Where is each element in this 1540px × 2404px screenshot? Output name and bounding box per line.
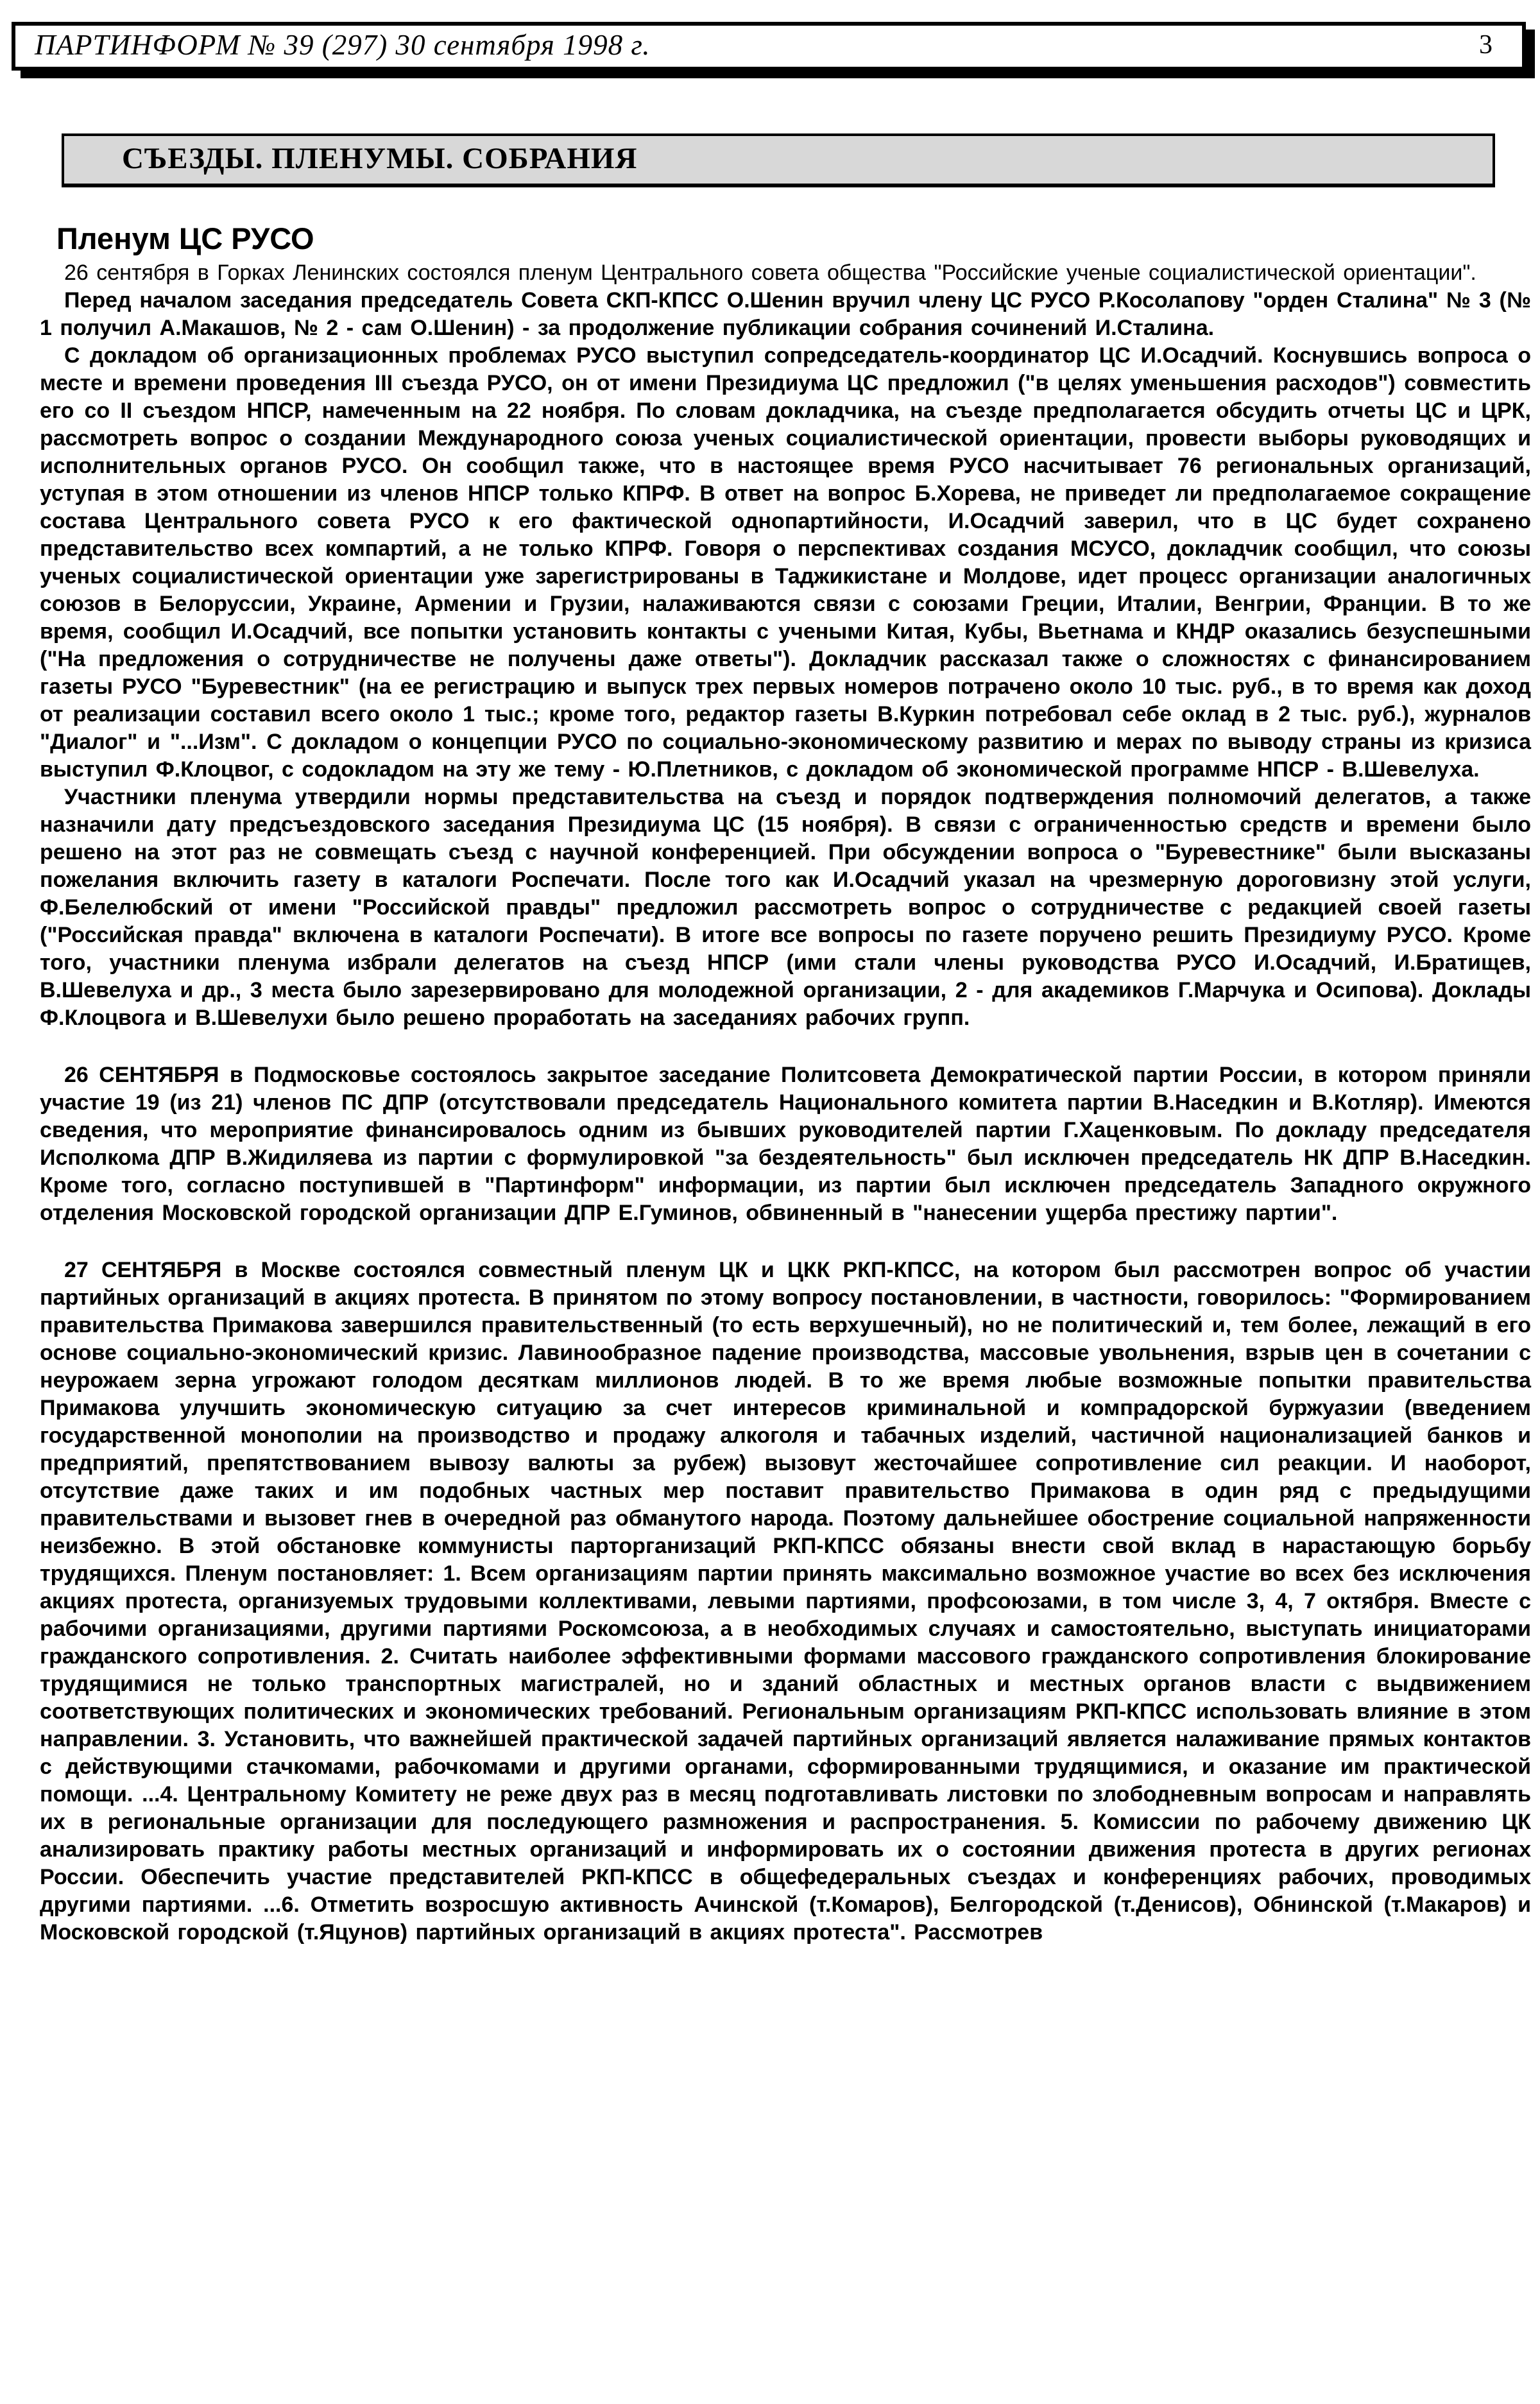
article-paragraph-2: С докладом об организационных проблемах РУСО выступил сопредседатель-координатор ЦС И.Осадчий. Коснувшись вопроса о месте и времени проведения III съезда РУСО, он от имени Президиума ЦС предложил ("в целях уменьшения расходов") совместить его со II съездом НПСР, намеченным на 22 ноября. По словам докладчика, на съезде предполагается обсудить отчеты ЦС и ЦРК, рассмотреть вопрос о создании Международного союза ученых социалистической ориентации, провести выборы руководящих и исполнительных органов РУСО. Он сообщил также, что в настоящее время РУСО насчитывает 76 региональных организаций, уступая в этом отношении из членов НПСР только КПРФ. В ответ на вопрос Б.Хорева, не приведет ли предполагаемое сокращение состава Центрального совета РУСО к его фактической однопартийности, И.Осадчий заверил, что в ЦС будет сохранено представительство всех компартий, а не только КПРФ. Говоря о перспективах создания МСУСО, докладчик сообщил, что союзы ученых социалистической ориентации уже зарегистрированы в Таджикистане и Молдове, идет процесс организации аналогичных союзов в Белоруссии, Украине, Армении и Грузии, налаживаются связи с союзами Греции, Италии, Венгрии, Франции. В то же время, сообщил И.Осадчий, все попытки установить контакты с учеными Китая, Кубы, Вьетнама и КНДР оказались безуспешными ("На предложения о сотрудничестве не получены даже ответы"). Докладчик рассказал также о сложностях с финансированием газеты РУСО "Буревестник" (на ее регистрацию и выпуск трех первых номеров потрачено около 10 тыс. руб., в то время как доход от реализации составил всего около 1 тыс.; кроме того, редактор газеты В.Куркин потребовал себе оклад в 2 тыс. руб.), журналов "Диалог" и "...Изм". С докладом о концепции РУСО по социально-экономическому развитию и мерах по выводу страны из кризиса выступил Ф.Клоцвог, с содокладом на эту же тему - Ю.Плетников, с докладом об экономической программе НПСР - В.Шевелуха. — [40, 343, 1531, 782]
article-paragraph-3: Участники пленума утвердили нормы представительства на съезд и порядок подтверждения полномочий делегатов, а также назначили дату предсъездовского заседания Президиума ЦС (15 ноября). В связи с ограниченностью средств и времени было решено на этот раз не совмещать съезд с научной конференцией. При обсуждении вопроса о "Буревестнике" были высказаны пожелания включить газету в каталоги Роспечати. После того как И.Осадчий указал на чрезмерную дороговизну этой услуги, Ф.Белелюбский от имени "Российской правды" предложил рассмотреть вопрос о сотрудничестве с редакцией своей газеты ("Российская правда" включена в каталоги Роспечати). В итоге все вопросы по газете поручено решить Президиуму РУСО. Кроме того, участники пленума избрали делегатов на съезд НПСР (ими стали члены руководства РУСО И.Осадчий, И.Братищев, В.Шевелуха и др., 3 места было зарезервировано для молодежной организации, 2 - для академиков Г.Марчука и Осипова). Доклады Ф.Клоцвога и В.Шевелухи было решено проработать на заседаниях рабочих групп. — [40, 784, 1531, 1030]
newsletter-masthead: ПАРТИНФОРМ № 39 (297) 30 сентября 1998 г. — [35, 29, 651, 61]
news-item-27-september: 27 СЕНТЯБРЯ в Москве состоялся совместный пленум ЦК и ЦКК РКП-КПСС, на котором был рассмотрен вопрос об участии партийных организаций в акциях протеста. В принятом по этому вопросу постановлении, в частности, говорилось: "Формированием правительства Примакова завершился правительственный (то есть верхушечный), но не политический и, тем более, лежащий в его основе социально-экономический кризис. Лавинообразное падение производства, массовые увольнения, взрыв цен в сочетании с неурожаем зерна угрожают голодом десяткам миллионов людей. В то же время любые возможные попытки правительства Примакова улучшить экономическую ситуацию за счет интересов криминальной и компрадорской буржуазии (введением государственной монополии на производство и продажу алкоголя и табачных изделий, частичной национализацией банков и предприятий, препятствованием вывозу валюты за рубеж) вызовут жесточайшее сопротивление сил реакции. И наоборот, отсутствие даже таких и им подобных частных мер поставит правительство Примакова в один ряд с предыдущими правительствами и вызовет гнев в очередной раз обманутого народа. Поэтому дальнейшее обострение социальной напряженности неизбежно. В этой обстановке коммунисты парторганизаций РКП-КПСС обязаны внести свой вклад в нарастающую борьбу трудящихся. Пленум постановляет: 1. Всем организациям партии принять максимально возможное участие во всех без исключения акциях протеста, организуемых трудовыми коллективами, левыми партиями, профсоюзами, в том числе 3, 4, 7 октября. Вместе с рабочими организациями, другими партиями Роскомсоюза, а в необходимых случаях и самостоятельно, выступать инициаторами гражданского сопротивления. 2. Считать наиболее эффективными формами массового гражданского сопротивления блокирование трудящимися не только транспортных магистралей, но и зданий областных и местных органов власти с выдвижением соответствующих политических и экономических требований. Региональным организациям РКП-КПСС использовать влияние в этом направлении. 3. Установить, что важнейшей практической задачей партийных организаций является налаживание прямых контактов с действующими стачкомами, рабочкомами и другими органами, сформированными трудящимися, и оказание им практической помощи. ...4. Центральному Комитету не реже двух раз в месяц подготавливать листовки по злободневным вопросам и направлять их в региональные организации для последующего размножения и распространения. 5. Комиссии по рабочему движению ЦК анализировать практику работы местных организаций и информировать их о состоянии движения протеста в других регионах России. Обеспечить участие представителей РКП-КПСС в общефедеральных съездах и конференциях рабочих, проводимых другими партиями. ...6. Отметить возросшую активность Ачинской (т.Комаров), Белгородской (т.Денисов), Обнинской (т.Макаров) и Московской городской (т.Яцунов) партийных организаций в акциях протеста". Рассмотрев — [40, 1257, 1531, 1945]
news-item-26-september: 26 СЕНТЯБРЯ в Подмосковье состоялось закрытое заседание Политсовета Демократической партии России, в котором приняли участие 19 (из 21) членов ПС ДПР (отсутствовали председатель Национального комитета партии В.Наседкин и В.Котляр). Имеются сведения, что мероприятие финансировалось одним из бывших руководителей партии Г.Хаценковым. По докладу председателя Исполкома ДПР В.Жидиляева из партии с формулировкой "за бездеятельность" был исключен председатель НК ДПР В.Наседкин. Кроме того, согласно поступившей в "Партинформ" информации, из партии был исключен председатель Западного окружного отделения Московской городской организации ДПР Е.Гуминов, обвиненный в "нанесении ущерба престижу партии". — [40, 1062, 1531, 1225]
page-header — [12, 22, 1526, 71]
newsletter-page — [0, 22, 1540, 1946]
section-title: СЪЕЗДЫ. ПЛЕНУМЫ. СОБРАНИЯ — [122, 142, 638, 175]
page-content — [40, 222, 1531, 1946]
page-number: 3 — [1479, 30, 1493, 60]
article-paragraph-1: Перед началом заседания председатель Совета СКП-КПСС О.Шенин вручил члену ЦС РУСО Р.Косолапову "орден Сталина" № 3 (№ 1 получил А.Макашов, № 2 - сам О.Шенин) - за продолжение публикации собрания сочинений И.Сталина. — [40, 288, 1531, 340]
section-header-bar — [62, 133, 1495, 187]
article-title: Пленум ЦС РУСО — [56, 221, 314, 255]
article-intro-paragraph: 26 сентября в Горках Ленинских состоялся пленум Центрального совета общества "Российские ученые социалистической ориентации". — [64, 260, 1476, 285]
